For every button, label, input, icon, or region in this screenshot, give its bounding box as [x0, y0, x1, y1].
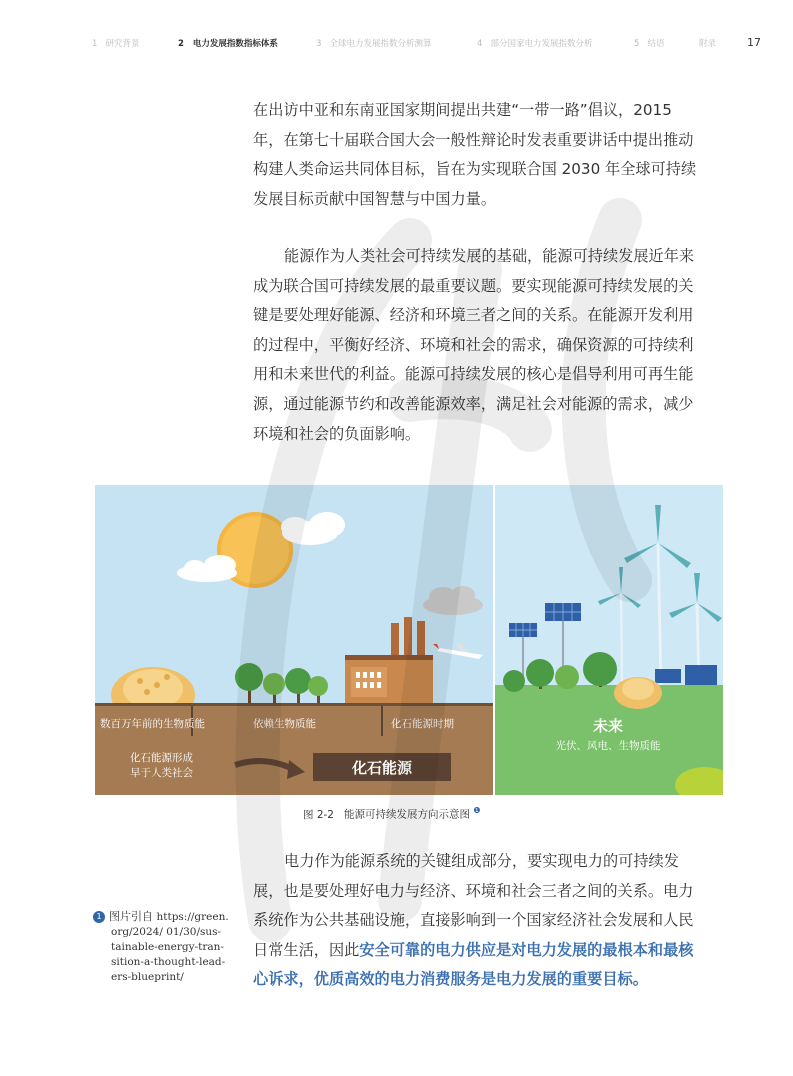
- footnote-url[interactable]: https://green.: [156, 911, 229, 923]
- p3-line: 日常生活，因此安全可靠的电力供应是对电力发展的最根本和最核: [253, 940, 694, 959]
- nav-item-3[interactable]: 3 全球电力发展指数分析测算: [316, 39, 432, 49]
- p1-line: 年，在第七十届联合国大会一般性辩论时发表重要讲话中提出推动: [253, 130, 694, 149]
- label-biomass-dependent: 依赖生物质能: [253, 718, 316, 730]
- p2-line: 源，通过能源节约和改善能源效率，满足社会对能源的需求，减少: [253, 394, 694, 413]
- p2-line: 能源作为人类社会可持续发展的基础，能源可持续发展近年来: [284, 247, 695, 265]
- figure-caption: [303, 806, 481, 822]
- p1-line: 发展目标贡献中国智慧与中国力量。: [253, 189, 496, 208]
- highlight-text: 安全可靠的电力供应是对电力发展的最根本和最核: [359, 940, 694, 959]
- paragraph-1: [253, 96, 721, 214]
- label-biomass-ancient: 数百万年前的生物质能: [100, 718, 205, 730]
- p3-line: 电力作为能源系统的关键组成部分，要实现电力的可持续发: [284, 852, 679, 870]
- p2-line: 环境和社会的负面影响。: [253, 424, 421, 443]
- nav-item-1[interactable]: 1 研究背景: [92, 39, 140, 49]
- energy-illustration: [95, 485, 723, 795]
- p3-line: 展，也是要处理好电力与经济、环境和社会三者之间的关系。电力: [253, 881, 694, 900]
- label-fossil-era: 化石能源时期: [391, 718, 454, 730]
- label-fossil-formed: 化石能源形成: [130, 752, 193, 764]
- footnote-url-line: ers-blueprint/: [111, 971, 184, 983]
- divider: [493, 485, 495, 795]
- p2-line: 成为联合国可持续发展的最重要议题。要实现能源可持续发展的关: [253, 276, 694, 295]
- footnote-ref-icon[interactable]: ❶: [473, 806, 481, 815]
- p3-line: 系统作为公共基础设施，直接影响到一个国家经济社会发展和人民: [253, 911, 694, 930]
- paragraph-3: [253, 847, 721, 995]
- p2-line: 的过程中，平衡好经济、环境和社会的需求，确保资源的可持续利: [253, 335, 694, 354]
- label-fossil-formed: 早于人类社会: [130, 767, 193, 779]
- p2-line: 用和未来世代的利益。能源可持续发展的核心是倡导利用可再生能: [253, 365, 694, 384]
- footnote-url-line: sition-a-thought-lead-: [111, 956, 226, 968]
- nav-item-4[interactable]: 4 部分国家电力发展指数分析: [477, 39, 593, 49]
- biomass-pile-icon: [614, 677, 662, 709]
- nav-item-appendix[interactable]: 附录: [699, 39, 717, 49]
- footnote-url-line: tainable-energy-tran-: [111, 941, 224, 953]
- caption-text: 能源可持续发展方向示意图: [344, 808, 470, 821]
- page-number: 17: [747, 36, 761, 49]
- nav-item-5[interactable]: 5 结语: [634, 39, 665, 49]
- ground: [95, 703, 493, 795]
- footnote-url-line: org/2024/ 01/30/sus-: [111, 926, 222, 938]
- label-future-sub: 光伏、风电、生物质能: [555, 740, 661, 752]
- nav-item-2[interactable]: 2 电力发展指数指标体系: [178, 39, 278, 49]
- paragraph-2: [253, 242, 721, 449]
- label-future: 未来: [592, 718, 624, 735]
- p3-line: [253, 965, 721, 995]
- caption-number: 图 2-2: [303, 808, 334, 821]
- p1-line: 构建人类命运共同体目标，旨在为实现联合国 2030 年全球可持续: [253, 160, 697, 179]
- p1-line: 在出访中亚和东南亚国家期间提出共建“一带一路”倡议，2015: [253, 101, 672, 119]
- footnote: 1 图片引自 https://green. org/2024/ 01/30/sus- tainable-energy-tran- sition-a-thought-lead- ers-blueprint/: [93, 909, 233, 985]
- p2-line: 键是要处理好能源、经济和环境三者之间的关系。在能源开发利用: [253, 306, 694, 325]
- highlight-text: 心诉求，优质高效的电力消费服务是电力发展的重要目标。: [253, 970, 648, 989]
- label-fossil-energy: 化石能源: [351, 760, 413, 777]
- footnote-badge: 1: [93, 911, 105, 923]
